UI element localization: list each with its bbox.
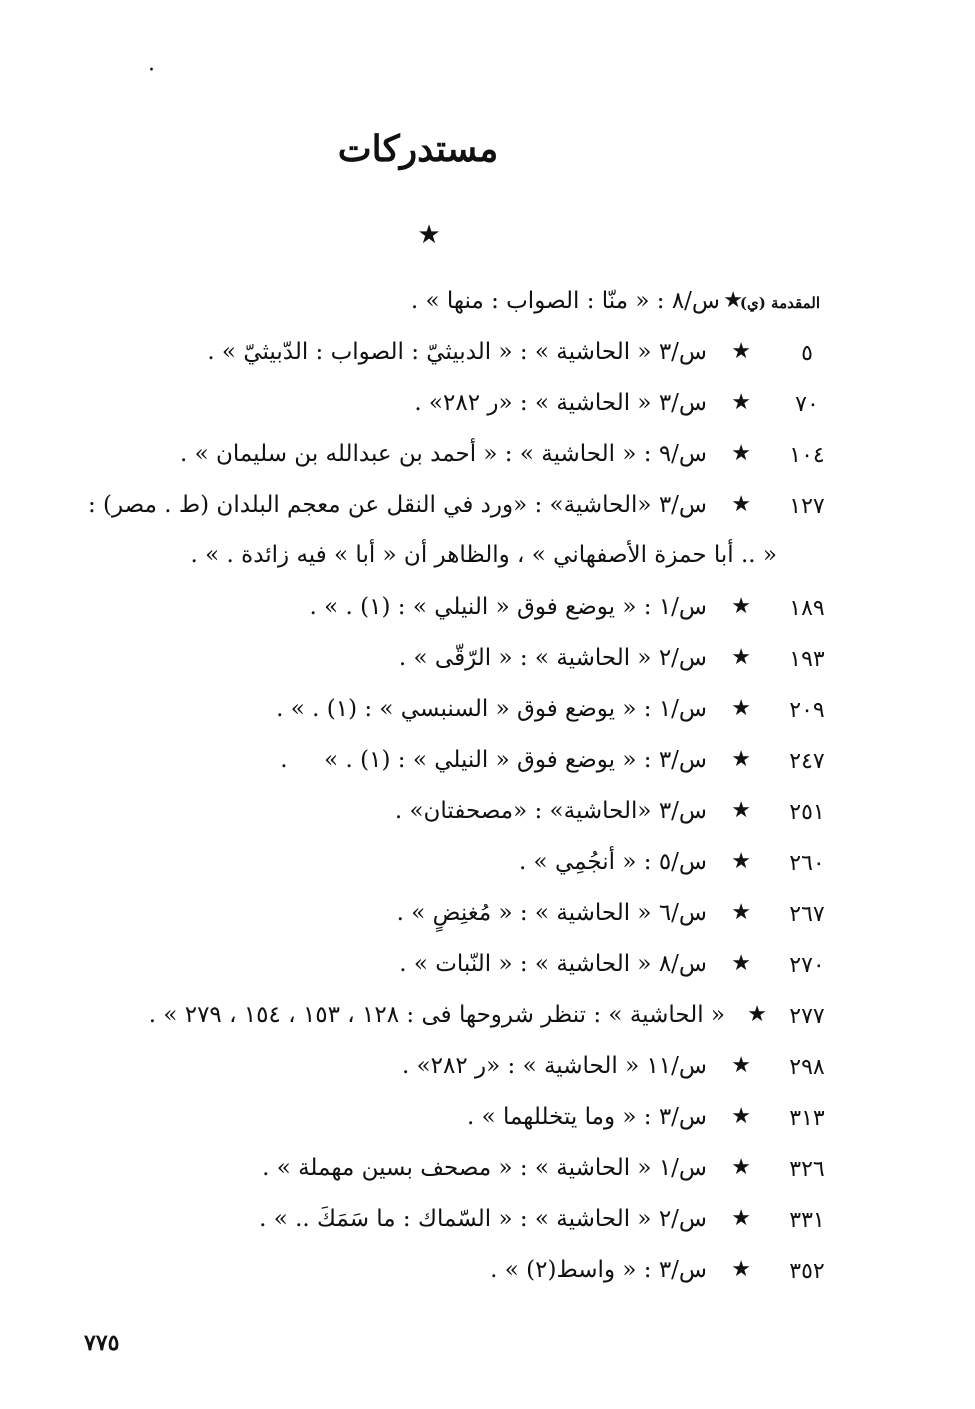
star-icon: ★ [731,951,751,976]
addenda-entry [0,894,975,945]
entry-text: س/٣ « الحاشية » : «ر ٢٨٢» . [414,390,707,416]
addenda-entry [0,741,975,792]
entry-text: س/٣ «الحاشية» : «مصحفتان» . [394,798,707,824]
star-icon: ★ [723,288,743,313]
star-icon: ★ [747,1002,767,1027]
entry-ref: ١٢٧ [789,494,825,519]
addenda-entry [0,282,975,333]
addenda-entry [0,1251,975,1302]
star-separator: ★ [417,220,441,250]
entry-text: س/٨ « الحاشية » : « النّبات » . [399,951,707,977]
star-icon: ★ [731,390,751,415]
page-number: ٧٧٥ [84,1330,120,1356]
star-icon: ★ [731,900,751,925]
star-icon: ★ [731,696,751,721]
entry-ref: ٣٥٢ [789,1259,825,1284]
entry-ref: ٣١٣ [789,1106,825,1131]
entry-ref: ٢٧٧ [789,1004,825,1029]
stray-dot-mark: · [148,58,155,83]
entry-text-continued: « .. أبا حمزة الأصفهاني » ، والظاهر أن « أبا » فيه زائدة . » . [190,542,777,568]
star-icon: ★ [731,849,751,874]
entry-text: س/٢ « الحاشية » : « السّماك : ما سَمَكَ .. » . [259,1206,707,1232]
star-icon: ★ [731,594,751,619]
star-icon: ★ [731,1053,751,1078]
star-icon: ★ [731,1155,751,1180]
addenda-entry [0,1200,975,1251]
entry-ref: ٣٢٦ [789,1157,825,1182]
addenda-entry [0,996,975,1047]
star-icon: ★ [731,1257,751,1282]
entry-text: س/٨ : « منّا : الصواب : منها » . [410,288,720,314]
entry-text: س/٦ « الحاشية » : « مُغنِضٍ » . [396,900,707,926]
addenda-entry [0,1098,975,1149]
entry-text: س/٣ : « وما يتخللهما » . [466,1104,707,1130]
entry-text: س/٩ : « الحاشية » : « أحمد بن عبدالله بن سليمان » . [179,441,707,467]
entry-text: س/٣ « الحاشية » : « الدبيثيّ : الصواب : الدّبيثيّ » . [207,339,707,365]
addenda-entry [0,639,975,690]
addenda-entry [0,384,975,435]
entry-ref: المقدمة (ي) [739,294,820,312]
addenda-list [0,282,975,1302]
entry-text: س/١ « الحاشية » : « مصحف بسين مهملة » . [262,1155,707,1181]
addenda-entry [0,486,975,588]
entry-ref: ٣٣١ [789,1208,825,1233]
entry-text: « الحاشية » : تنظر شروحها فى : ١٢٨ ، ١٥٣ ، ١٥٤ ، ٢٧٩ » . [148,1002,725,1028]
entry-text: س/٣ : « يوضع فوق « النيلي » : (١) . » . [280,747,707,773]
addenda-entry [0,333,975,384]
entry-ref: ٢٧٠ [789,953,825,978]
star-icon: ★ [731,747,751,772]
addenda-entry [0,945,975,996]
entry-ref: ١٠٤ [789,443,825,468]
entry-text: س/٣ : « واسط(٢) » . [490,1257,707,1283]
entry-ref: ٧٠ [795,392,819,417]
star-icon: ★ [731,339,751,364]
entry-text: س/١ : « يوضع فوق « السنبسي » : (١) . » . [276,696,707,722]
addenda-entry [0,435,975,486]
entry-text: س/٢ « الحاشية » : « الرّقّى » . [398,645,707,671]
entry-ref: ١٩٣ [789,647,825,672]
addenda-entry [0,792,975,843]
star-icon: ★ [731,1104,751,1129]
addenda-entry [0,1149,975,1200]
addenda-entry [0,588,975,639]
entry-ref: ٢٤٧ [789,749,825,774]
entry-ref: ٢٥١ [789,800,825,825]
entry-text: س/٣ «الحاشية» : «ورد في النقل عن معجم البلدان (ط . مصر) : [87,492,707,518]
star-icon: ★ [731,798,751,823]
addenda-entry [0,690,975,741]
entry-text: س/٥ : « أنجُمِي » . [518,849,707,875]
star-icon: ★ [731,441,751,466]
entry-ref: ١٨٩ [789,596,825,621]
entry-ref: ٢٠٩ [789,698,825,723]
addenda-entry [0,1047,975,1098]
entry-ref: ٢٦٠ [789,851,825,876]
entry-ref: ٢٦٧ [789,902,825,927]
entry-text: س/١١ « الحاشية » : «ر ٢٨٢» . [401,1053,707,1079]
addenda-entry [0,843,975,894]
entry-ref: ٢٩٨ [789,1055,825,1080]
star-icon: ★ [731,492,751,517]
star-icon: ★ [731,1206,751,1231]
entry-text: س/١ : « يوضع فوق « النيلي » : (١) . » . [309,594,707,620]
star-icon: ★ [731,645,751,670]
entry-ref: ٥ [801,341,813,366]
page-title: مستدركات [337,128,499,170]
